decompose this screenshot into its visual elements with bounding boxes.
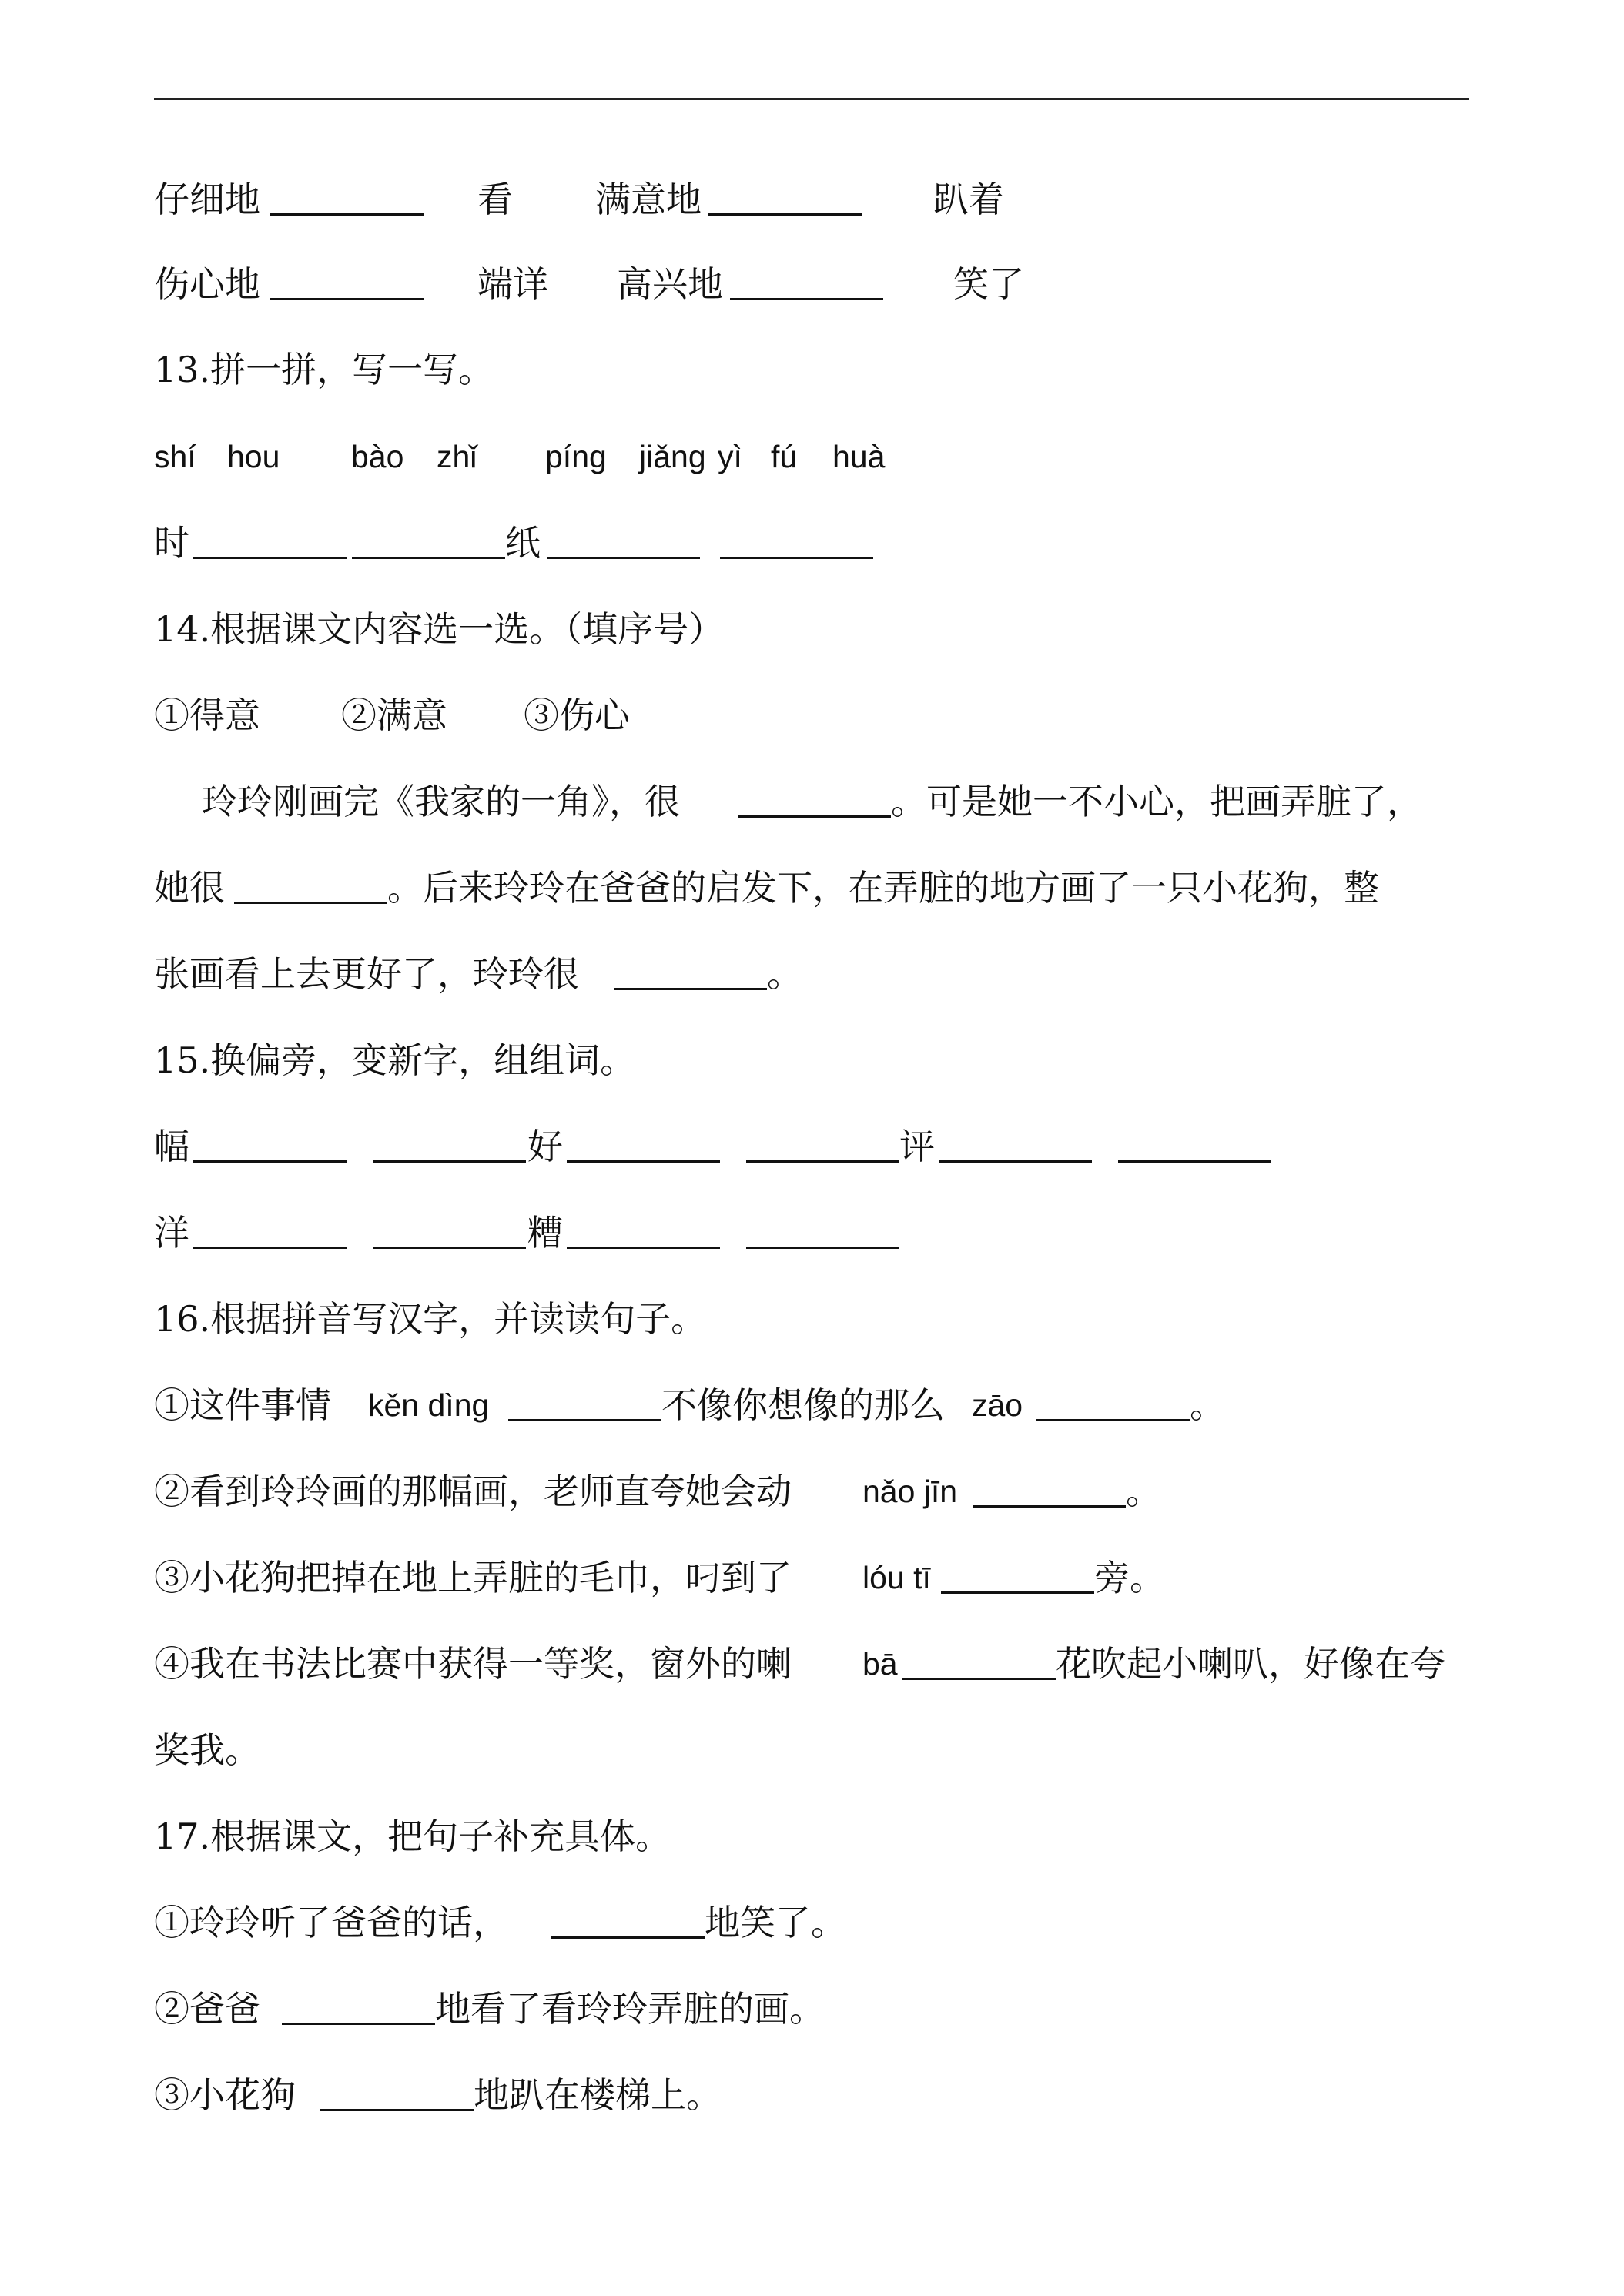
pinyin: bào	[351, 439, 404, 474]
answer-blank[interactable]	[234, 902, 387, 904]
answer-blank[interactable]	[373, 1247, 526, 1249]
pinyin: hou	[227, 439, 280, 474]
sentence-text: 地趴在楼梯上。	[474, 2074, 722, 2116]
sentence-text: 不像你想像的那么	[661, 1384, 945, 1426]
pinyin: bā	[862, 1646, 898, 1682]
sentence-text: ③小花狗把掉在地上弄脏的毛巾，叼到了	[154, 1557, 792, 1598]
answer-blank[interactable]	[193, 1160, 347, 1163]
answer-blank[interactable]	[282, 2023, 435, 2025]
answer-blank[interactable]	[614, 988, 767, 990]
answer-blank[interactable]	[746, 1160, 899, 1163]
answer-blank[interactable]	[1036, 1419, 1190, 1421]
sentence-text: ②爸爸	[154, 1988, 260, 2030]
passage-text: 她很	[154, 867, 225, 909]
pinyin: kěn dìng	[368, 1387, 490, 1423]
sentence-text: 旁。	[1094, 1557, 1165, 1598]
q12-word: 高兴地	[617, 263, 723, 305]
question-title: 15.换偏旁，变新字，组组词。	[154, 1039, 636, 1081]
q12-word: 满意地	[595, 179, 702, 220]
sentence-text: 花吹起小喇叭，好像在夸	[1056, 1643, 1445, 1685]
hanzi: 洋	[154, 1212, 189, 1253]
hanzi: 纸	[505, 522, 541, 564]
pinyin: shí	[154, 439, 196, 474]
passage-text: 。	[767, 953, 802, 995]
answer-blank[interactable]	[320, 2109, 474, 2111]
question-title: 14.根据课文内容选一选。（填序号）	[154, 608, 725, 650]
passage-text: 。后来玲玲在爸爸的启发下，在弄脏的地方画了一只小花狗，整	[387, 867, 1379, 909]
question-title: 16.根据拼音写汉字，并读读句子。	[154, 1298, 707, 1340]
q12-word: 伤心地	[154, 263, 260, 305]
answer-blank[interactable]	[708, 213, 862, 216]
passage-text: 张画看上去更好了，玲玲很	[154, 953, 579, 995]
sentence-text: ③小花狗	[154, 2074, 296, 2116]
hanzi: 时	[154, 522, 189, 564]
answer-blank[interactable]	[551, 1936, 705, 1939]
pinyin: nǎo jīn	[862, 1474, 958, 1509]
sentence-text: 。	[1190, 1384, 1225, 1426]
sentence-text: ④我在书法比赛中获得一等奖，窗外的喇	[154, 1643, 792, 1685]
sentence-text: 地看了看玲玲弄脏的画。	[435, 1988, 825, 2030]
passage-text: 玲玲刚画完《我家的一角》，很	[202, 781, 680, 822]
pinyin: lóu tī	[862, 1560, 931, 1595]
answer-blank[interactable]	[373, 1160, 526, 1163]
pinyin: zhǐ	[437, 439, 477, 474]
q12-word: 看	[477, 179, 513, 220]
answer-blank[interactable]	[270, 298, 424, 300]
answer-blank[interactable]	[270, 213, 424, 216]
answer-blank[interactable]	[720, 557, 873, 559]
sentence-text: 。	[1126, 1471, 1161, 1512]
pinyin: zāo	[972, 1387, 1023, 1423]
answer-blank[interactable]	[941, 1591, 1094, 1594]
answer-blank[interactable]	[508, 1419, 661, 1421]
sentence-text: ①这件事情	[154, 1384, 331, 1426]
question-title: 13.拼一拼，写一写。	[154, 349, 494, 390]
pinyin: fú	[771, 439, 798, 474]
answer-blank[interactable]	[193, 1247, 347, 1249]
answer-blank[interactable]	[567, 1160, 720, 1163]
option: ③伤心	[524, 694, 630, 736]
option: ②满意	[341, 694, 447, 736]
answer-blank[interactable]	[902, 1678, 1056, 1680]
answer-blank[interactable]	[730, 298, 883, 300]
sentence-text: ①玲玲听了爸爸的话，	[154, 1902, 508, 1943]
pinyin: yì	[718, 439, 742, 474]
sentence-text: 地笑了。	[705, 1902, 846, 1943]
pinyin: jiǎng	[639, 439, 706, 474]
option: ①得意	[154, 694, 260, 736]
answer-blank[interactable]	[973, 1505, 1126, 1508]
q12-word: 趴着	[933, 179, 1004, 220]
passage-text: 。可是她一不小心，把画弄脏了，	[891, 781, 1422, 822]
answer-blank[interactable]	[193, 557, 347, 559]
answer-blank[interactable]	[746, 1247, 899, 1249]
answer-blank[interactable]	[567, 1247, 720, 1249]
q12-word: 笑了	[953, 263, 1024, 305]
header-rule	[154, 98, 1469, 100]
pinyin: píng	[545, 439, 607, 474]
hanzi: 糟	[527, 1212, 563, 1253]
hanzi: 幅	[154, 1126, 189, 1167]
hanzi: 好	[527, 1126, 563, 1167]
answer-blank[interactable]	[1118, 1160, 1271, 1163]
answer-blank[interactable]	[352, 557, 505, 559]
answer-blank[interactable]	[738, 815, 891, 818]
question-title: 17.根据课文，把句子补充具体。	[154, 1816, 671, 1857]
q12-word: 仔细地	[154, 179, 260, 220]
pinyin: huà	[832, 439, 886, 474]
answer-blank[interactable]	[547, 557, 700, 559]
sentence-text: 奖我。	[154, 1729, 260, 1771]
hanzi: 评	[899, 1126, 935, 1167]
q12-word: 端详	[477, 263, 548, 305]
sentence-text: ②看到玲玲画的那幅画，老师直夸她会动	[154, 1471, 792, 1512]
answer-blank[interactable]	[939, 1160, 1092, 1163]
